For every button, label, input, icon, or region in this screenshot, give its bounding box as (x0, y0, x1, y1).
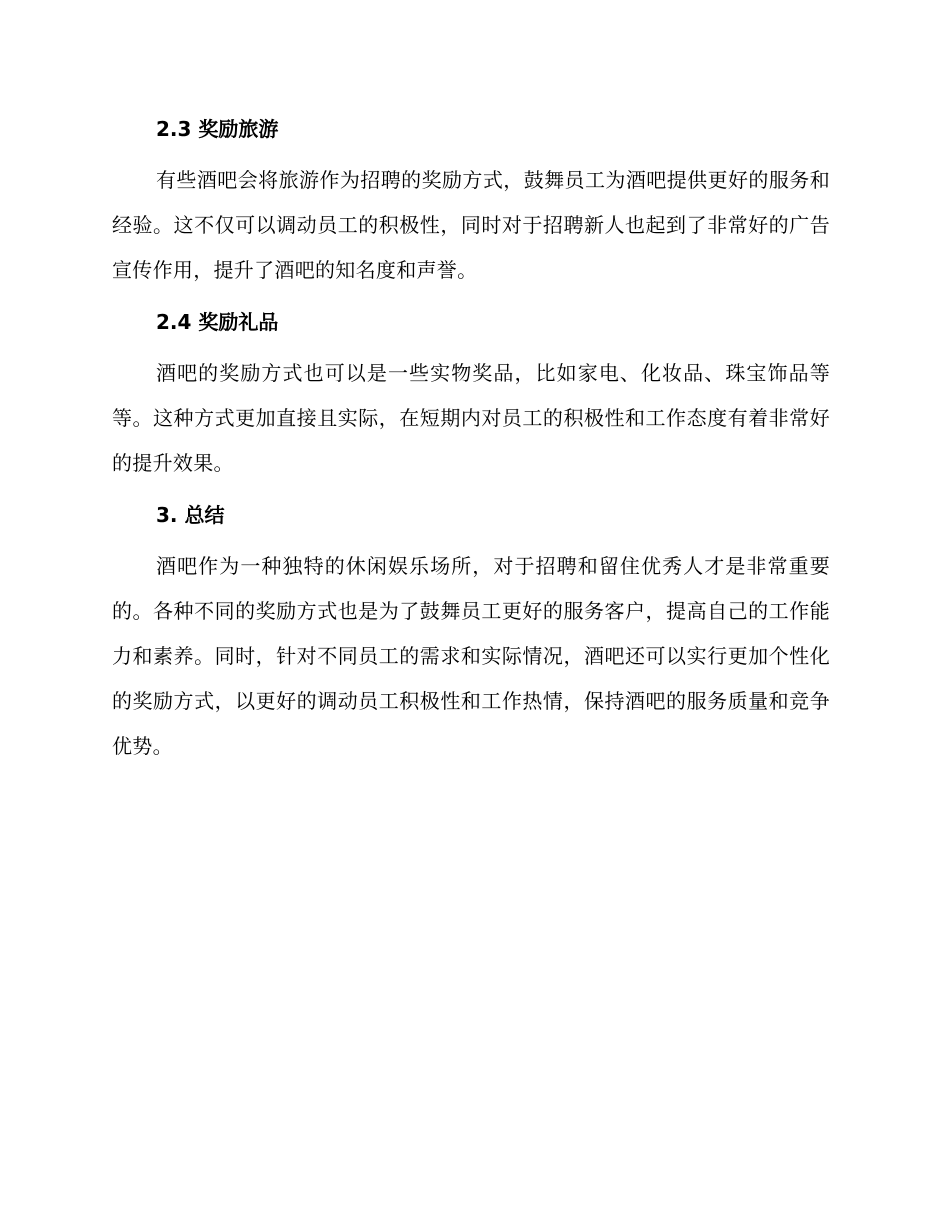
section-heading-3: 3. 总结 (156, 503, 225, 527)
section-paragraph-2-4: 酒吧的奖励方式也可以是一些实物奖品，比如家电、化妆品、珠宝饰品等等。这种方式更加直接且实际，在短期内对员工的积极性和工作态度有着非常好的提升效果。 (112, 361, 830, 475)
section-paragraph-3: 酒吧作为一种独特的休闲娱乐场所，对于招聘和留住优秀人才是非常重要的。各种不同的奖励方式也是为了鼓舞员工更好的服务客户，提高自己的工作能力和素养。同时，针对不同员工的需求和实际情况，酒吧还可以实行更加个性化的奖励方式，以更好的调动员工积极性和工作热情，保持酒吧的服务质量和竞争优势。 (112, 554, 830, 758)
section-paragraph-2-3: 有些酒吧会将旅游作为招聘的奖励方式，鼓舞员工为酒吧提供更好的服务和经验。这不仅可以调动员工的积极性，同时对于招聘新人也起到了非常好的广告宣传作用，提升了酒吧的知名度和声誉。 (112, 168, 830, 282)
document-body (112, 112, 830, 781)
section-heading-2-3: 2.3 奖励旅游 (156, 117, 279, 141)
section-heading-2-4: 2.4 奖励礼品 (156, 310, 279, 334)
